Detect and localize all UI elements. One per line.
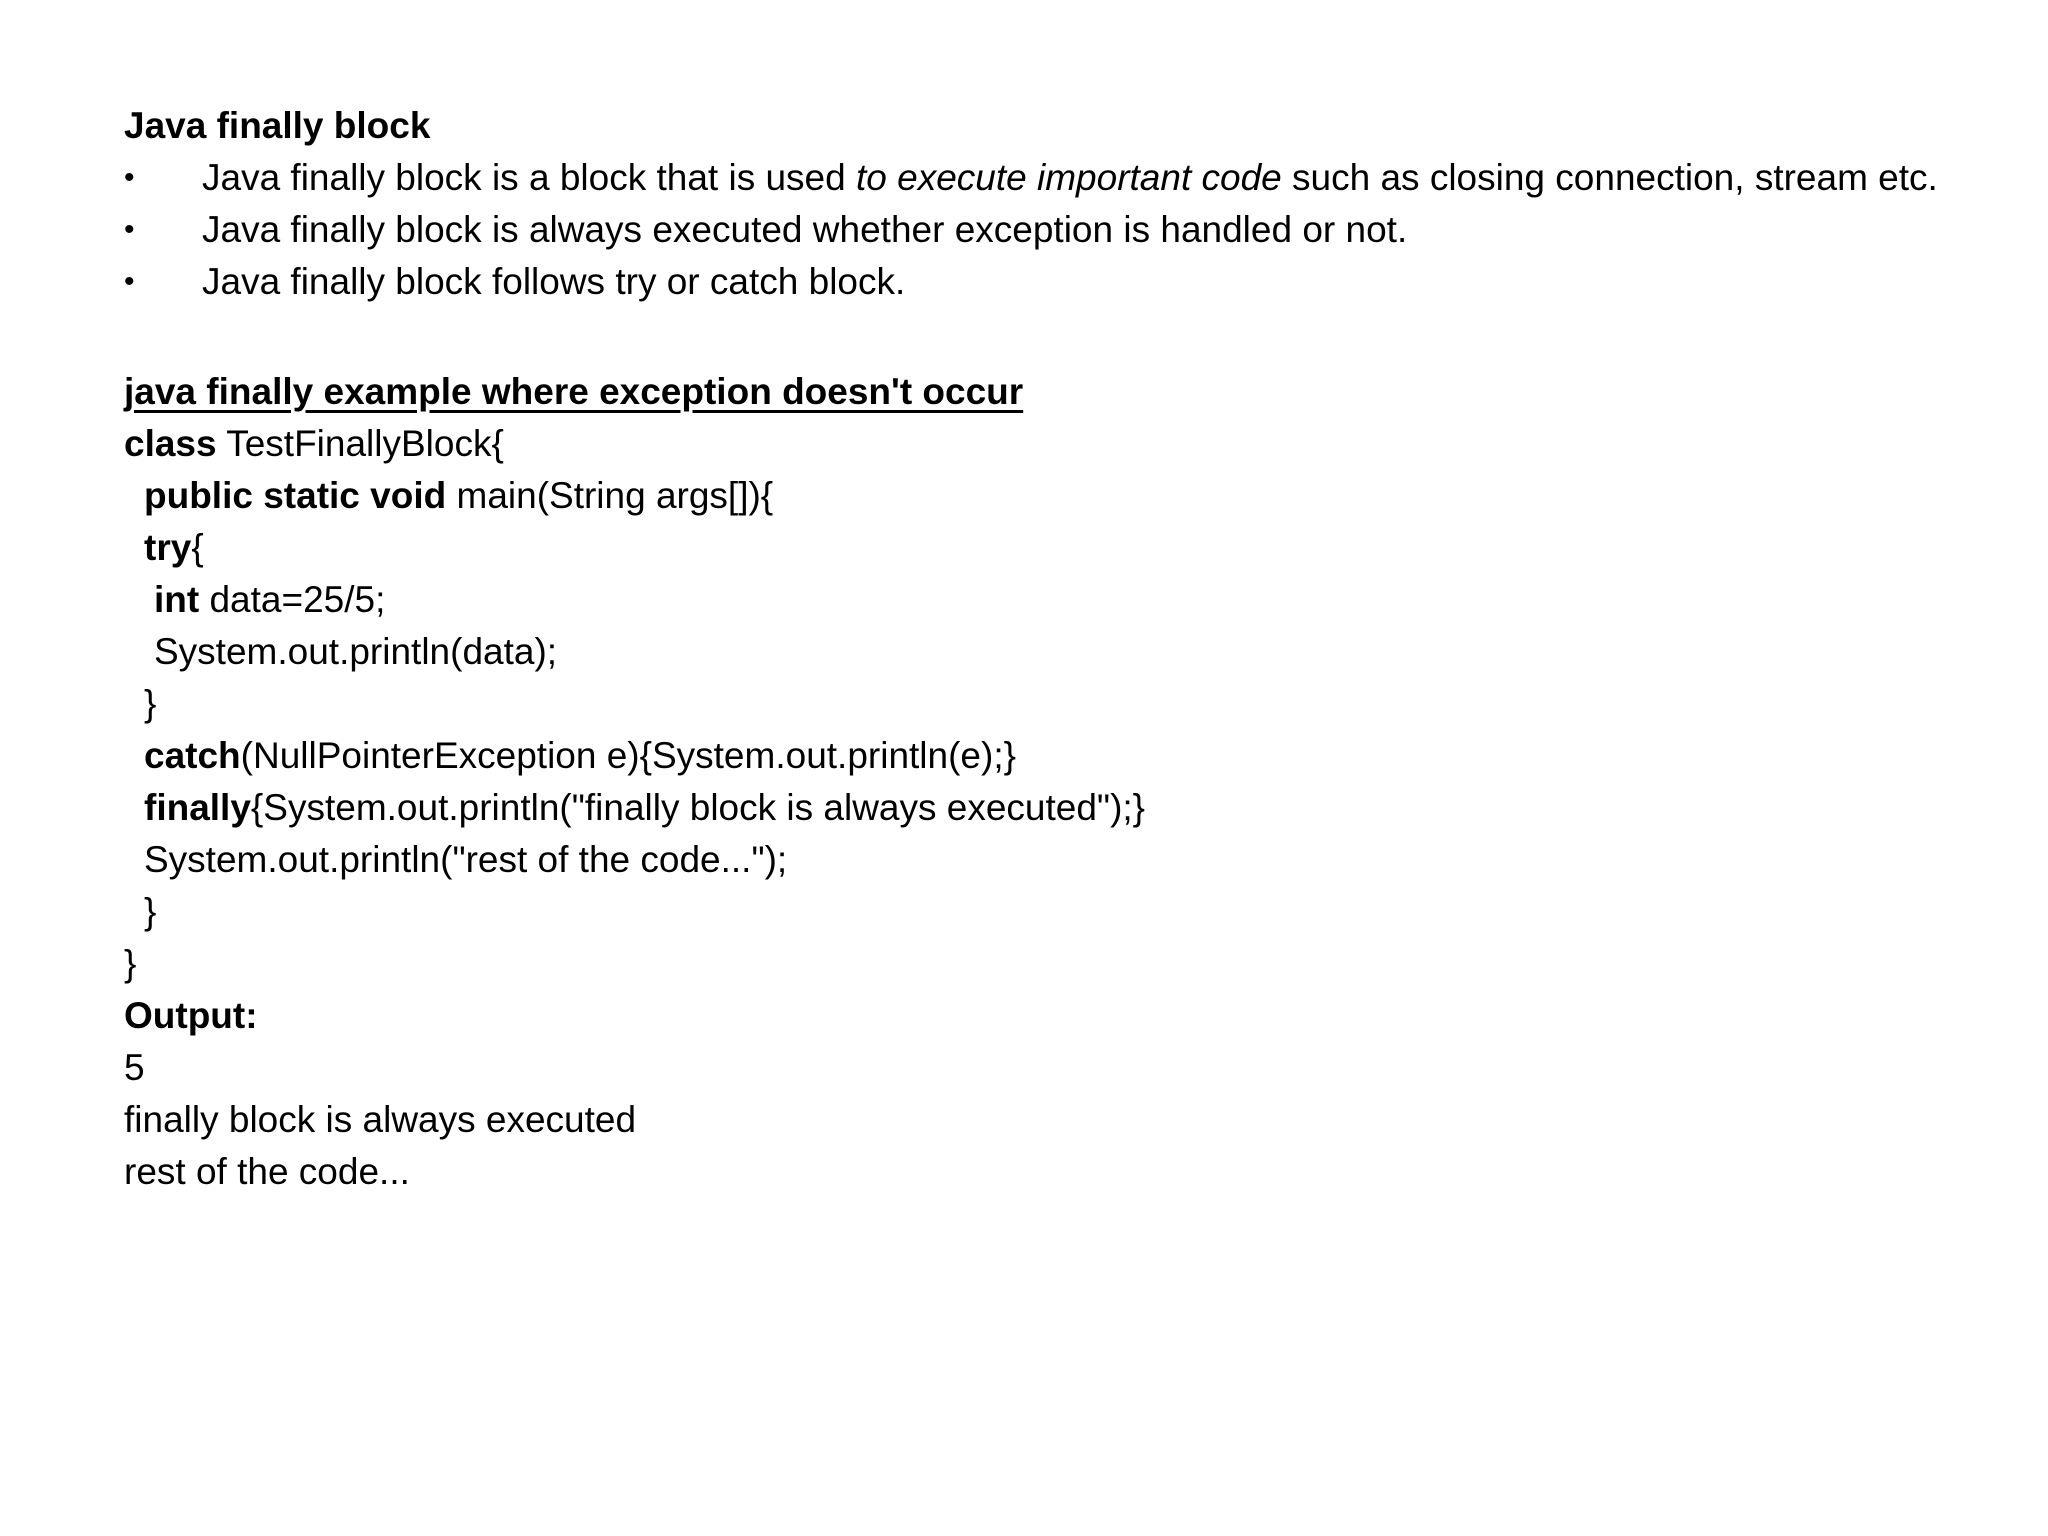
code-line [124, 522, 1944, 574]
code-line [124, 418, 1944, 470]
code-text: data=25/5; [199, 579, 386, 620]
code-keyword: class [124, 423, 217, 464]
code-line: } [124, 943, 137, 984]
code-text: (NullPointerException e){System.out.println(e);} [240, 735, 1016, 776]
code-keyword: public static void [144, 475, 447, 516]
code-line: System.out.println(data); [154, 631, 558, 672]
code-block [124, 418, 1944, 990]
bullet-item [124, 262, 1944, 302]
code-keyword: finally [144, 787, 251, 828]
code-line: System.out.println("rest of the code..."); [144, 839, 788, 880]
output-label: Output: [124, 995, 258, 1036]
code-keyword: catch [144, 735, 241, 776]
code-line [124, 782, 1944, 834]
code-text: main(String args[]){ [446, 475, 774, 516]
code-line [124, 470, 1944, 522]
bullet-text: Java finally block is always executed whether exception is handled or not. [202, 209, 1408, 250]
bullet-item [124, 158, 1944, 198]
slide-content [124, 100, 1944, 1198]
output-line: rest of the code... [124, 1151, 410, 1192]
code-line: } [144, 891, 157, 932]
bullet-dot: • [124, 161, 135, 194]
output-line: 5 [124, 1047, 145, 1088]
code-keyword: try [144, 527, 192, 568]
bullet-dot: • [124, 213, 135, 246]
bullet-emphasis: to execute important code [856, 157, 1282, 198]
bullet-item [124, 210, 1944, 250]
bullet-text-part: Java finally block is a block that is used [202, 157, 856, 198]
code-keyword: int [154, 579, 200, 620]
example-heading: java finally example where exception doesn't occur [124, 371, 1024, 412]
code-text: {System.out.println("finally block is always executed");} [250, 787, 1146, 828]
output-line: finally block is always executed [124, 1099, 637, 1140]
code-text: { [191, 527, 204, 568]
bullet-text-part: such as closing connection, stream etc. [1281, 157, 1938, 198]
spacer [124, 314, 1944, 366]
code-line [124, 730, 1944, 782]
output-block [124, 1042, 1944, 1198]
slide-title: Java finally block [124, 105, 431, 146]
bullet-dot: • [124, 265, 135, 298]
bullet-text: Java finally block follows try or catch block. [202, 261, 906, 302]
code-text: TestFinallyBlock{ [216, 423, 504, 464]
code-line: } [144, 683, 157, 724]
code-line [124, 574, 1944, 626]
bullet-list [124, 158, 1944, 302]
